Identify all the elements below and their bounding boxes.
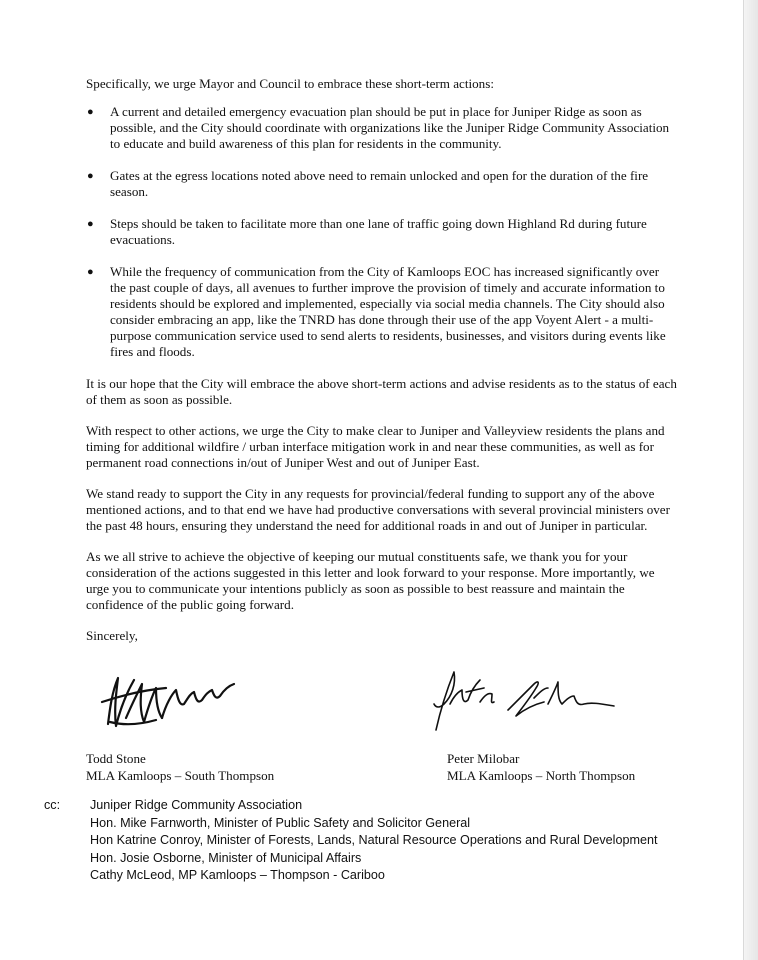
signer-name: Peter Milobar bbox=[447, 751, 520, 766]
list-item: Hon. Josie Osborne, Minister of Municipal Affairs bbox=[90, 850, 362, 865]
list-item: Hon Katrine Conroy, Minister of Forests, Lands, Natural Resource Operations and Rural Development bbox=[90, 833, 658, 847]
list-item: ● Gates at the egress locations noted above need to remain unlocked and open for the duration of the fire season. bbox=[87, 168, 649, 199]
cc-list bbox=[90, 797, 657, 885]
signer-stone bbox=[86, 750, 274, 784]
list-item: Cathy McLeod, MP Kamloops – Thompson - Cariboo bbox=[90, 868, 385, 882]
bullet-icon: ● bbox=[87, 218, 94, 230]
signer-title: MLA Kamloops – North Thompson bbox=[447, 768, 636, 783]
list-item: Hon. Mike Farnworth, Minister of Public Safety and Solicitor General bbox=[90, 815, 471, 830]
signer-milobar bbox=[447, 750, 635, 784]
letter-body bbox=[86, 76, 678, 644]
closing-line: Sincerely, bbox=[86, 628, 138, 643]
list-item: ● A current and detailed emergency evacuation plan should be put in place for Juniper Ridge as soon as possible, and the City should coordinate with organizations like the Juniper Ridge Community Association to educate and build awareness of this plan for residents in the community. bbox=[87, 104, 670, 151]
signer-name: Todd Stone bbox=[86, 751, 146, 766]
list-item: ● While the frequency of communication from the City of Kamloops EOC has increased significantly over the past couple of days, all avenues to further improve the provision of timely and accurate information to residents should be explored and implemented, especially via social media channels. The City should also consider embracing an app, like the TNRD has done through their use of the app Voyent Alert - a multi-purpose communication service used to send alerts to residents, businesses, and visitors during events like fires and floods. bbox=[87, 264, 666, 359]
paragraph: With respect to other actions, we urge the City to make clear to Juniper and Valleyview residents the plans and timing for additional wildfire / urban interface mitigation work in and near these communities, as well as for permanent road connections in/out of Juniper West and out of Juniper East. bbox=[86, 423, 665, 470]
paragraph: It is our hope that the City will embrace the above short-term actions and advise residents as to the status of each of them as soon as possible. bbox=[86, 376, 677, 407]
paragraph: We stand ready to support the City in any requests for provincial/federal funding to support any of the above mentioned actions, and to that end we have had productive conversations with several provincial ministers over the past 48 hours, ensuring they understand the need for additional roads in and out of Juniper in particular. bbox=[86, 486, 670, 533]
list-item: ● Steps should be taken to facilitate more than one lane of traffic going down Highland Rd during future evacuations. bbox=[87, 216, 647, 247]
signature-block bbox=[86, 660, 686, 785]
signer-title: MLA Kamloops – South Thompson bbox=[86, 768, 275, 783]
bullet-icon: ● bbox=[87, 170, 94, 182]
list-item: Juniper Ridge Community Association bbox=[90, 798, 303, 812]
action-list bbox=[86, 104, 678, 360]
paragraph: As we all strive to achieve the objective of keeping our mutual constituents safe, we thank you for your consideration of the actions suggested in this letter and look forward to your response. More importantly, we urge you to communicate your intentions publicly as soon as possible to best reassure and maintain the confidence of the public going forward. bbox=[86, 549, 655, 612]
signature-milobar bbox=[422, 662, 622, 738]
page-edge bbox=[743, 0, 758, 960]
cc-label: cc: bbox=[44, 798, 61, 812]
signature-stone bbox=[96, 668, 256, 734]
intro-line: Specifically, we urge Mayor and Council to embrace these short-term actions: bbox=[86, 76, 494, 91]
bullet-icon: ● bbox=[87, 266, 94, 278]
bullet-icon: ● bbox=[87, 106, 94, 118]
